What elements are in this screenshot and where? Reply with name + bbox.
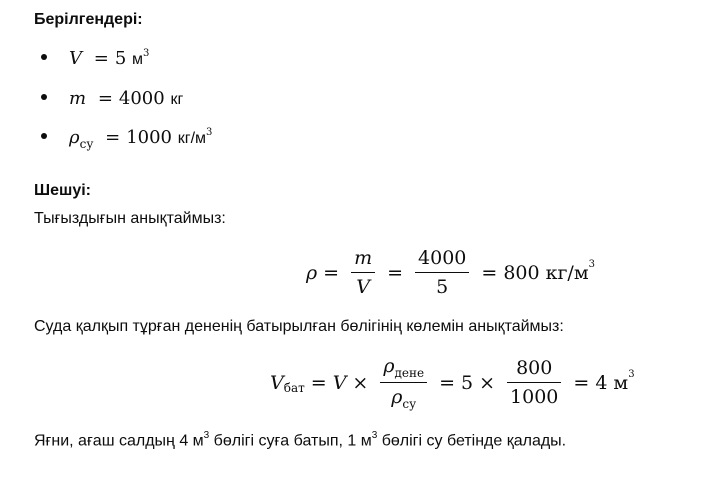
v-symbol: V bbox=[332, 371, 347, 394]
solution-heading: Шешуі: bbox=[34, 182, 91, 199]
unit-exponent: 3 bbox=[206, 127, 213, 138]
var-symbol: m bbox=[69, 88, 87, 109]
step1-text: Тығыздығын анықтаймыз: bbox=[34, 210, 226, 227]
rho-symbol: ρ bbox=[306, 261, 318, 284]
conclusion-part: бөлігі суға батып, 1 м bbox=[209, 432, 372, 450]
result-unit: кг/м bbox=[545, 261, 589, 284]
unit-exponent: 3 bbox=[371, 430, 378, 441]
var-symbol: V bbox=[69, 48, 82, 69]
rho-subscript: дене bbox=[394, 366, 425, 380]
unit: кг/м bbox=[177, 130, 207, 147]
value-five: 5 bbox=[461, 371, 474, 394]
equals-sign: = bbox=[387, 261, 404, 284]
result-value: 4 bbox=[595, 371, 608, 394]
denominator: 1000 bbox=[510, 386, 559, 409]
var-subscript: су bbox=[79, 137, 94, 151]
unit-exponent: 3 bbox=[628, 369, 635, 381]
value: 5 bbox=[114, 48, 127, 69]
times-sign: × bbox=[352, 371, 369, 394]
equals-sign: = bbox=[573, 371, 590, 394]
equals-sign: = bbox=[105, 127, 121, 148]
numerator: 4000 bbox=[418, 247, 467, 269]
v-subscript: бат bbox=[283, 380, 305, 395]
fraction-m-over-v bbox=[351, 247, 375, 298]
denominator: 5 bbox=[436, 276, 449, 299]
equals-sign: = bbox=[93, 48, 109, 69]
conclusion-part: Яғни, ағаш салдың 4 м bbox=[34, 432, 204, 450]
value: 4000 bbox=[118, 88, 165, 109]
numerator: 800 bbox=[516, 357, 553, 379]
value: 1000 bbox=[126, 127, 173, 148]
given-item-water-density bbox=[41, 127, 213, 151]
numerator: m bbox=[354, 247, 373, 269]
given-heading: Берілгендері: bbox=[34, 11, 143, 28]
given-volume-expr bbox=[69, 48, 149, 69]
equals-sign: = bbox=[97, 88, 113, 109]
conclusion-part: бөлігі су бетінде қалады. bbox=[377, 432, 567, 450]
unit: м bbox=[132, 51, 144, 68]
fraction-4000-over-5 bbox=[415, 247, 469, 298]
rho-symbol: ρ bbox=[383, 355, 395, 377]
rho-symbol: ρ bbox=[391, 386, 403, 409]
equals-sign: = bbox=[310, 371, 327, 394]
numerator bbox=[380, 355, 427, 382]
given-item-volume bbox=[41, 48, 149, 69]
times-sign: × bbox=[479, 371, 496, 394]
given-mass-expr bbox=[69, 88, 183, 109]
given-density-expr bbox=[69, 127, 213, 151]
rho-subscript: су bbox=[402, 397, 417, 412]
unit-exponent: 3 bbox=[143, 48, 150, 59]
submerged-volume-equation bbox=[270, 355, 635, 410]
unit: кг bbox=[170, 91, 184, 108]
fraction-density-ratio bbox=[380, 355, 427, 410]
denominator: V bbox=[356, 276, 370, 299]
equals-sign: = bbox=[439, 371, 456, 394]
result-unit: м bbox=[613, 371, 629, 394]
equals-sign: = bbox=[481, 261, 498, 284]
bullet-dot bbox=[41, 133, 47, 139]
v-symbol: V bbox=[270, 371, 284, 394]
unit-exponent: 3 bbox=[588, 259, 595, 271]
density-equation bbox=[306, 247, 595, 298]
bullet-dot bbox=[41, 54, 47, 60]
conclusion-text bbox=[34, 431, 566, 450]
bullet-dot bbox=[41, 94, 47, 100]
denominator bbox=[388, 383, 419, 410]
equals-sign: = bbox=[323, 261, 340, 284]
step2-text: Суда қалқып тұрған дененің батырылған бөлігінің көлемін анықтаймыз: bbox=[34, 318, 564, 335]
result-value: 800 bbox=[503, 261, 540, 284]
fraction-800-over-1000 bbox=[507, 357, 561, 408]
unit-exponent: 3 bbox=[203, 430, 210, 441]
var-symbol: ρ bbox=[69, 127, 80, 148]
given-item-mass bbox=[41, 88, 183, 109]
